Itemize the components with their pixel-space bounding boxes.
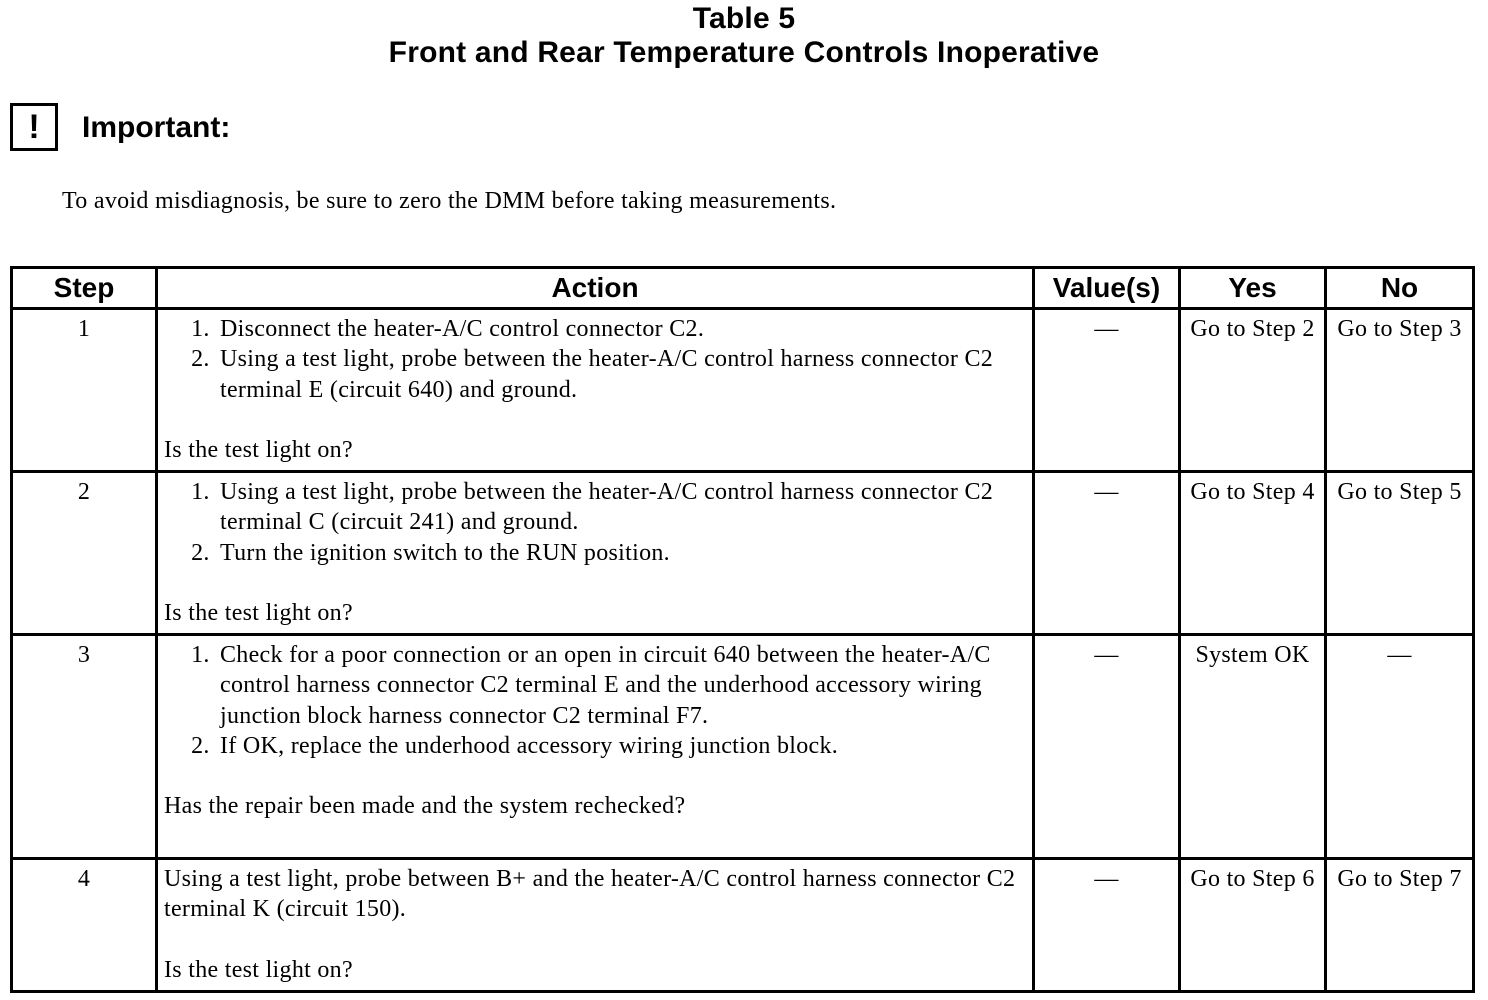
action-cell [157, 309, 1034, 472]
no-cell: Go to Step 7 [1326, 859, 1474, 992]
yes-cell: Go to Step 4 [1180, 472, 1326, 635]
yes-cell: System OK [1180, 635, 1326, 859]
no-cell: Go to Step 3 [1326, 309, 1474, 472]
table-row [12, 472, 1474, 635]
header-yes: Yes [1180, 268, 1326, 309]
header-step: Step [12, 268, 157, 309]
table-row [12, 859, 1474, 992]
action-cell [157, 635, 1034, 859]
header-row [12, 268, 1474, 309]
action-item: 2. Using a test light, probe between the heater-A/C control harness connector C2 terminal E (circuit 640) and ground. [216, 344, 1026, 405]
step-number: 3 [12, 635, 157, 859]
action-question: Is the test light on? [164, 436, 353, 463]
diagnostic-table [10, 266, 1475, 993]
action-cell [157, 472, 1034, 635]
step-number: 4 [12, 859, 157, 992]
no-cell: — [1326, 635, 1474, 859]
step-number: 1 [12, 309, 157, 472]
action-item: 2. Turn the ignition switch to the RUN position. [216, 538, 1026, 568]
action-cell [157, 859, 1034, 992]
step-number: 2 [12, 472, 157, 635]
header-values: Value(s) [1034, 268, 1180, 309]
important-heading: Important: [82, 111, 231, 144]
value-cell: — [1034, 309, 1180, 472]
exclamation-glyph: ! [28, 108, 40, 146]
value-cell: — [1034, 859, 1180, 992]
yes-cell: Go to Step 2 [1180, 309, 1326, 472]
header-action: Action [157, 268, 1034, 309]
table-title: Table 5 [692, 2, 796, 35]
table-subtitle: Front and Rear Temperature Controls Inoperative [388, 36, 1100, 69]
value-cell: — [1034, 635, 1180, 859]
action-question: Is the test light on? [164, 956, 353, 983]
action-item: 1. Check for a poor connection or an open in circuit 640 between the heater-A/C control harness connector C2 terminal E and the underhood accessory wiring junction block harness connector C2 terminal F7. [216, 640, 1026, 731]
important-note: To avoid misdiagnosis, be sure to zero the DMM before taking measurements. [62, 188, 837, 214]
value-cell: — [1034, 472, 1180, 635]
action-item: 1. Using a test light, probe between the heater-A/C control harness connector C2 terminal C (circuit 241) and ground. [216, 477, 1026, 538]
table-row [12, 635, 1474, 859]
header-no: No [1326, 268, 1474, 309]
action-question: Has the repair been made and the system rechecked? [164, 793, 686, 820]
no-cell: Go to Step 5 [1326, 472, 1474, 635]
yes-cell: Go to Step 6 [1180, 859, 1326, 992]
table-row [12, 309, 1474, 472]
action-item: 2. If OK, replace the underhood accessory wiring junction block. [216, 731, 1026, 761]
action-question: Is the test light on? [164, 599, 353, 626]
action-item: 1. Disconnect the heater-A/C control connector C2. [216, 314, 1026, 344]
exclamation-box-icon [10, 103, 58, 151]
action-text: Using a test light, probe between B+ and the heater-A/C control harness connector C2 terminal K (circuit 150). [164, 866, 1016, 923]
